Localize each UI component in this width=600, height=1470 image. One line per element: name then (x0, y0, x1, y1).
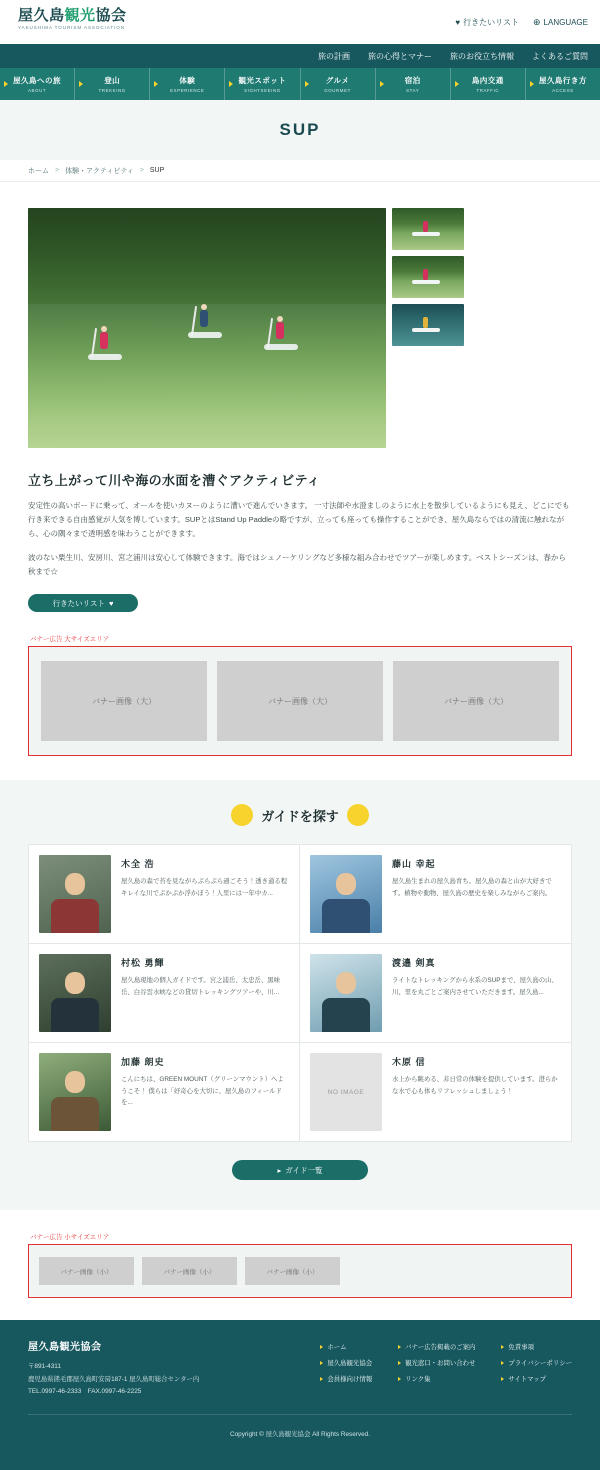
heart-icon: ♥ (108, 598, 114, 608)
footer-link-sitemap[interactable] (501, 1374, 572, 1383)
guide-info (121, 954, 289, 1032)
nav-item-experience[interactable] (150, 68, 225, 100)
guide-card[interactable] (29, 1043, 300, 1141)
logo-subtitle: YAKUSHIMA TOURISM ASSOCIATION (18, 24, 125, 30)
footer-inner (28, 1338, 572, 1398)
footer-link-members-label: 会員様向け情報 (327, 1376, 373, 1384)
nav-item-traffic[interactable] (451, 68, 526, 100)
footer-link-disclaimer[interactable] (501, 1342, 572, 1351)
decoration-dot-left (231, 804, 253, 826)
page-title-band (0, 100, 600, 160)
banner-small-1[interactable]: バナー画像（小） (39, 1257, 134, 1285)
guide-name: 木全 浩 (121, 859, 155, 870)
language-link[interactable] (533, 17, 588, 28)
nav-stay-ja: 宿泊 (404, 76, 421, 86)
main-content (0, 208, 600, 756)
banner-large-area (28, 634, 572, 756)
secondary-nav (0, 44, 600, 68)
main-nav (0, 68, 600, 100)
footer-link-links[interactable] (398, 1374, 475, 1383)
guide-description: 屋久島の森で苔を見ながらぷらぷら過ごそう！透き通る程キレイな川でぷかぷか浮かぼう！人里には一年中カ... (121, 878, 288, 897)
guide-photo (310, 855, 382, 933)
footer-link-disclaimer-label: 免責事項 (508, 1344, 534, 1352)
footer-street: 鹿児島県熊毛郡屋久島町安房187-1 屋久島町総合センター内 (28, 1375, 200, 1383)
guide-description: 屋久島生まれの屋久島育ち。屋久島の森と山が大好きです。植物や動物、屋久島の歴史を楽しみながらご案内。 (392, 878, 552, 897)
logo-title: 屋久島観光協会 (18, 7, 127, 24)
nav-sightseeing-ja: 観光スポット (238, 76, 287, 86)
nav-experience-en: EXPERIENCE (170, 87, 205, 93)
nav-experience-ja: 体験 (179, 76, 196, 86)
site-logo[interactable] (18, 8, 127, 31)
guide-name: 渡邉 剣真 (392, 958, 436, 969)
footer-link-home[interactable] (320, 1342, 372, 1351)
nav-item-trekking[interactable] (75, 68, 150, 100)
breadcrumb-separator-2: > (139, 167, 144, 174)
nav-sightseeing-en: SIGHTSEEING (244, 87, 281, 93)
nav-stay-en: STAY (406, 87, 420, 93)
gallery-thumbnail-1[interactable] (392, 208, 464, 250)
guide-photo (39, 855, 111, 933)
article-paragraph-1: 安定性の高いボードに乗って、オールを使いカヌーのように漕いで進んでいきます。 一寸法師や水澄ましのように水上を散歩しているようにも見え、どこにでも行き来できる自由感覚が人気を博しています。SUPとはStand Up Paddleの略ですが、立っても座っても操作することができ、屋久島ならではの清流に触れながら、心の隅々まで透明感を味わうことができます。 (28, 501, 570, 538)
nav-traffic-ja: 島内交通 (471, 76, 504, 86)
footer-links (320, 1338, 572, 1398)
nav-gourmet-ja: グルメ (325, 76, 350, 86)
wishlist-button-label: 行きたいリスト (52, 598, 105, 608)
nav-about-ja: 屋久島への旅 (13, 76, 62, 86)
guide-grid (28, 844, 572, 1142)
footer-link-column-2 (398, 1342, 475, 1398)
add-to-wishlist-button[interactable] (28, 594, 138, 612)
footer-link-contact-label: 観光窓口・お問い合わせ (405, 1360, 476, 1368)
banner-small-area (28, 1232, 572, 1298)
breadcrumb-current: SUP (149, 167, 165, 174)
guide-list-button[interactable] (232, 1160, 368, 1180)
paddler-figure-3 (264, 316, 298, 360)
guide-name: 木原 信 (392, 1057, 426, 1068)
nav-access-ja: 屋久島行き方 (538, 76, 587, 86)
nav-item-gourmet[interactable] (301, 68, 376, 100)
nav-item-faq[interactable]: よくあるご質問 (532, 51, 588, 61)
breadcrumb-home[interactable]: ホーム (28, 167, 49, 175)
footer-link-links-label: リンク集 (405, 1376, 431, 1384)
footer-link-banner-ads[interactable] (398, 1342, 475, 1351)
guide-card[interactable] (29, 944, 300, 1043)
guide-description: こんにちは、GREEN MOUNT（グリーンマウント）へようこそ！ 僕らは「好奇心を大切に、屋久島のフィールドを... (121, 1076, 284, 1106)
nav-item-sightseeing[interactable] (225, 68, 300, 100)
guide-photo (39, 1053, 111, 1131)
guide-section-title (28, 804, 572, 826)
nav-item-manner[interactable]: 旅の心得とマナー (368, 51, 432, 61)
guide-name: 藤山 幸起 (392, 859, 436, 870)
breadcrumb-separator-1: > (55, 167, 60, 174)
breadcrumb (0, 160, 600, 182)
footer-link-home-label: ホーム (327, 1344, 347, 1352)
no-image-label: NO IMAGE (327, 1088, 365, 1096)
language-link-label: LANGUAGE (543, 17, 588, 27)
footer-org-block (28, 1338, 199, 1398)
article-heading: 立ち上がって川や海の水面を漕ぐアクティビティ (28, 473, 321, 488)
banner-small-label: バナー広告 小サイズエリア (30, 1234, 110, 1242)
guide-name: 加藤 朗史 (121, 1057, 165, 1068)
gallery-thumbnails (392, 208, 464, 448)
banner-large-box (28, 646, 572, 756)
chevron-right-icon: ▸ (277, 1165, 282, 1175)
photo-gallery (28, 208, 572, 448)
guide-description: 屋久島現地の個人ガイドです。宮之浦岳、太忠岳、黒味岳、白谷雲水峡などの貸切トレッキングツアーや、川... (121, 977, 281, 996)
nav-about-en: ABOUT (28, 87, 47, 93)
footer-tel: TEL.0997-46-2333 FAX.0997-46-2225 (28, 1387, 142, 1395)
nav-access-en: ACCESS (552, 87, 574, 93)
footer-link-privacy[interactable] (501, 1358, 572, 1367)
banner-large-2[interactable]: バナー画像（大） (217, 661, 383, 741)
paddler-figure-1 (88, 326, 122, 370)
guide-section (0, 780, 600, 1210)
nav-item-useful[interactable]: 旅のお役立ち情報 (450, 51, 514, 61)
gallery-main-image[interactable] (28, 208, 386, 448)
article-paragraph-2: 波のない栗生川、安房川、宮之浦川は安心して体験できます。海ではシュノーケリングなど多様な組み合わせでツアーが楽しめます。ベストシーズンは、春から秋まで☆ (28, 552, 566, 576)
nav-traffic-en: TRAFFIC (476, 87, 500, 93)
page-title: SUP (279, 120, 321, 139)
footer-address (28, 1361, 199, 1398)
wishlist-link-label: 行きたいリスト (463, 17, 519, 27)
breadcrumb-experience[interactable]: 体験・アクティビティ (65, 167, 134, 175)
banner-small-box (28, 1244, 572, 1298)
footer-link-members[interactable] (320, 1374, 372, 1383)
nav-trekking-en: TREKKING (98, 87, 126, 93)
footer-link-column-1 (320, 1342, 372, 1398)
top-bar (0, 0, 600, 44)
nav-item-plan[interactable]: 旅の計画 (318, 51, 350, 61)
nav-gourmet-en: GOURMET (324, 87, 351, 93)
nav-item-stay[interactable] (376, 68, 451, 100)
banner-small-wrapper (0, 1232, 600, 1298)
guide-info (392, 855, 561, 933)
footer-link-association[interactable] (320, 1358, 372, 1367)
footer-link-column-3 (501, 1342, 572, 1398)
guide-name: 村松 勇輝 (121, 958, 165, 969)
guide-info (392, 1053, 561, 1131)
guide-description: 水上から眺める、非日常の体験を提供しています。澄らかな水で心も体もリフレッシュしましょう！ (392, 1076, 558, 1095)
footer-link-banner-ads-label: バナー広告掲載のご案内 (405, 1344, 476, 1352)
guide-info (121, 855, 289, 933)
gallery-thumbnail-2[interactable] (392, 256, 464, 298)
guide-list-button-label: ガイド一覧 (285, 1165, 323, 1175)
heart-icon: ♥ (455, 17, 461, 27)
nav-trekking-ja: 登山 (104, 76, 121, 86)
guide-card[interactable] (29, 845, 300, 944)
nav-item-about[interactable] (0, 68, 75, 100)
footer-link-sitemap-label: サイトマップ (508, 1376, 547, 1384)
footer-org-name: 屋久島観光協会 (28, 1342, 102, 1354)
guide-photo (39, 954, 111, 1032)
copyright: Copyright © 屋久島観光協会 All Rights Reserved. (28, 1414, 572, 1456)
article-block (28, 470, 572, 612)
footer-link-contact[interactable] (398, 1358, 475, 1367)
guide-info (392, 954, 561, 1032)
guide-section-title-text: ガイドを探す (261, 808, 339, 824)
guide-card[interactable] (300, 845, 571, 944)
banner-large-1[interactable]: バナー画像（大） (41, 661, 207, 741)
decoration-dot-right (347, 804, 369, 826)
paddler-figure-2 (188, 304, 222, 348)
guide-photo-placeholder (310, 1053, 382, 1131)
globe-icon: ⊕ (532, 16, 541, 27)
banner-large-label: バナー広告 大サイズエリア (30, 636, 110, 644)
footer-link-association-label: 屋久島観光協会 (327, 1360, 373, 1368)
footer (0, 1320, 600, 1470)
banner-small-2[interactable]: バナー画像（小） (142, 1257, 237, 1285)
gallery-thumbnail-3[interactable] (392, 304, 464, 346)
guide-card[interactable] (300, 944, 571, 1043)
wishlist-link[interactable] (455, 17, 519, 28)
nav-item-access[interactable] (526, 68, 600, 100)
guide-description: ライトなトレッキングから水系のSUPまで、屋久島の山、川、里を丸ごとご案内させていただきます。屋久島... (392, 977, 558, 996)
guide-card[interactable] (300, 1043, 571, 1141)
guide-photo (310, 954, 382, 1032)
guide-info (121, 1053, 289, 1131)
banner-small-3[interactable]: バナー画像（小） (245, 1257, 340, 1285)
footer-postal: 〒891-4311 (28, 1363, 61, 1371)
gallery-forest-backdrop (28, 208, 386, 316)
footer-link-privacy-label: プライバシーポリシー (508, 1360, 572, 1368)
banner-large-3[interactable]: バナー画像（大） (393, 661, 559, 741)
